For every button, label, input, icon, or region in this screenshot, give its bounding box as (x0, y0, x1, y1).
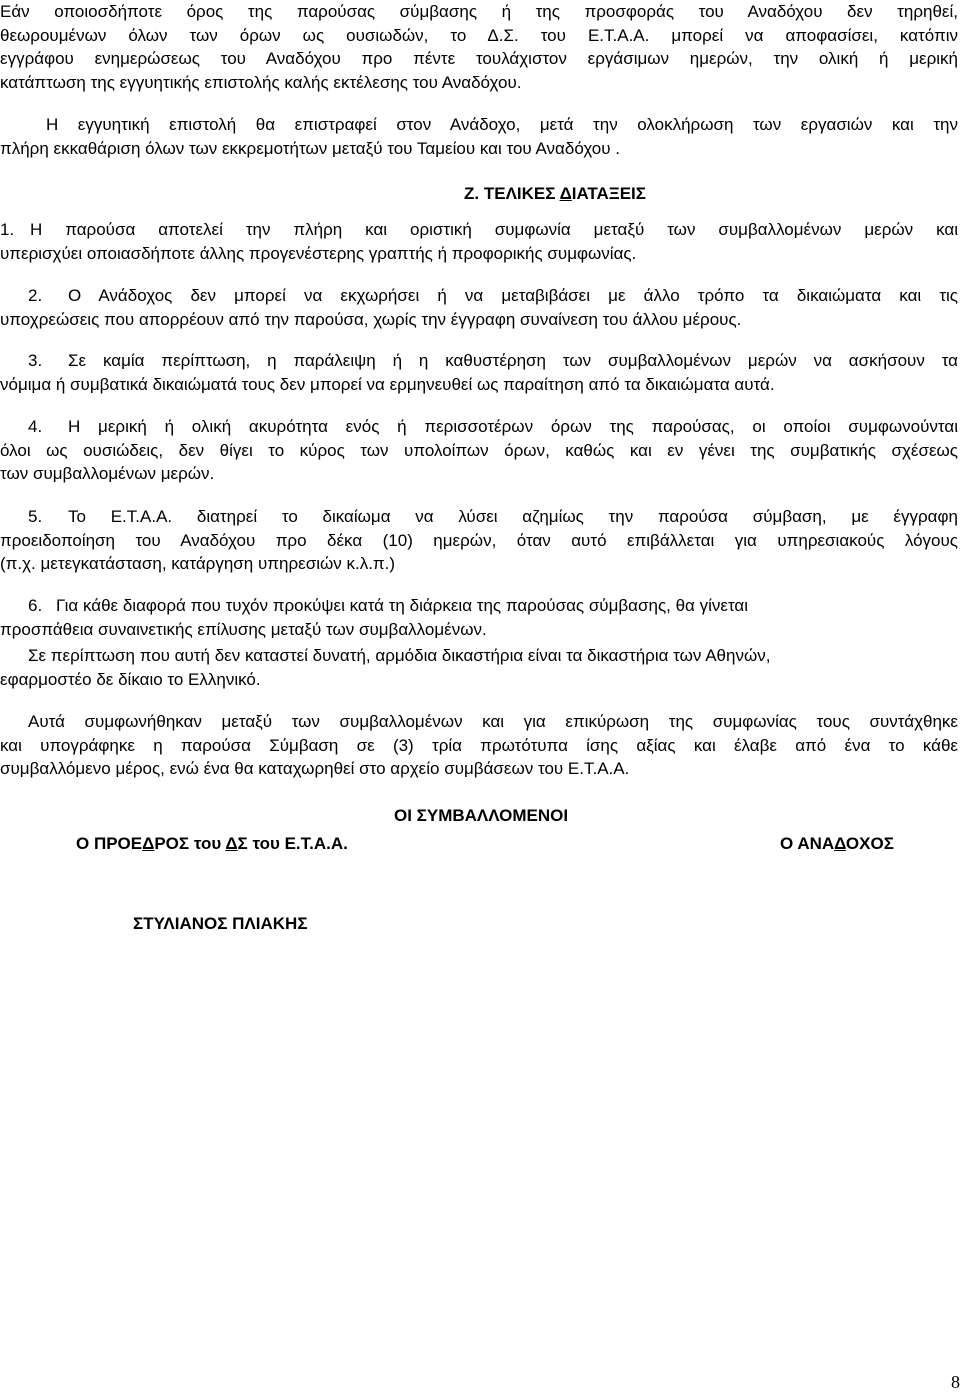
clause-5 (0, 505, 958, 576)
signature-left-name: ΣΤΥΛΙΑΝΟΣ ΠΛΙΑΚΗΣ (133, 914, 308, 933)
text-line: των συμβαλλομένων μερών. (0, 464, 215, 483)
text-line (0, 415, 958, 439)
text-line (0, 349, 958, 373)
clause-number: 4. (28, 417, 43, 436)
text-line: υπερισχύει οποιασδήποτε άλλης προγενέστερης γραπτής ή προφορικής συμφωνίας. (0, 243, 637, 263)
signatures-header: ΟΙ ΣΥΜΒΑΛΛΟΜΕΝΟΙ (394, 806, 569, 825)
signature-text-underlined: Δ (834, 834, 846, 853)
signature-right-title (780, 834, 894, 854)
page-number: 8 (951, 1372, 960, 1392)
clause-text: Η παρούσα αποτελεί την πλήρη και οριστική συμφωνία μεταξύ των συμβαλλομένων μερών και (30, 220, 958, 239)
paragraph-closing (0, 710, 958, 781)
clause-text: Το Ε.Τ.Α.Α. διατηρεί το δικαίωμα να λύσει αζημίως την παρούσα σύμβαση, με έγγραφη (68, 507, 958, 526)
clause-text: Σε καμία περίπτωση, η παράλειψη ή η καθυστέρηση των συμβαλλομένων μερών να ασκήσουν τα (68, 351, 958, 370)
text-line: υποχρεώσεις που απορρέουν από την παρούσα, χωρίς την έγγραφη συναίνεση του άλλου μέρους. (0, 309, 742, 329)
text-line: κατάπτωση της εγγυητικής επιστολής καλής εκτέλεσης του Αναδόχου. (0, 72, 522, 92)
clause-1 (0, 218, 958, 265)
text-line (0, 218, 958, 242)
clause-6 (0, 594, 958, 641)
clause-3 (0, 349, 958, 396)
text-line: προειδοποίηση του Αναδόχου προ δέκα (10) ημερών, όταν αυτό επιβάλλεται για υπηρεσιακούς λόγους (0, 530, 958, 550)
clause-number: 5. (28, 507, 43, 526)
text-line: θεωρουμένων όλων των όρων ως ουσιωδών, το Δ.Σ. του Ε.Τ.Α.Α. μπορεί να αποφασίσει, κατόπιν (0, 25, 958, 45)
text-line: Σε περίπτωση που αυτή δεν καταστεί δυνατή, αρμόδια δικαστήρια είναι τα δικαστήρια των Αθηνών, (28, 646, 771, 665)
text-line: συμβαλλόμενο μέρος, ενώ ένα θα καταχωρηθεί στο αρχείο συμβάσεων του Ε.Τ.Α.Α. (0, 759, 630, 778)
signature-text-underlined: Δ (142, 834, 155, 853)
text-line: Η εγγυητική επιστολή θα επιστραφεί στον Ανάδοχο, μετά την ολοκλήρωση των εργασιών και την (46, 115, 958, 134)
section-heading (0, 184, 960, 204)
section-letter: Ζ. (464, 184, 480, 203)
text-line: πλήρη εκκαθάριση όλων των εκκρεμοτήτων μεταξύ του Ταμείου και του Αναδόχου . (0, 138, 620, 158)
signature-text: ΟΧΟΣ (845, 834, 894, 853)
signature-text: Ο ΠΡΟΕ (76, 834, 143, 853)
paragraph-jurisdiction (0, 644, 958, 691)
section-title-part: ΙΑΤΑΞΕΙΣ (571, 184, 646, 203)
text-line: νόμιμα ή συμβατικά δικαιώματά τους δεν μπορεί να ερμηνευθεί ως παραίτηση από τα δικαιώματα αυτά. (0, 374, 775, 394)
text-line: (π.χ. μετεγκατάσταση, κατάργηση υπηρεσιών κ.λ.π.) (0, 554, 396, 573)
clause-4 (0, 415, 958, 486)
section-title-underlined: Δ (559, 184, 572, 203)
clause-number: 3. (28, 351, 43, 370)
signature-text: Σ του Ε.Τ.Α.Α. (237, 834, 348, 853)
paragraph-guarantee-forfeiture (0, 0, 958, 94)
text-line (0, 284, 958, 308)
clause-text: Για κάθε διαφορά που τυχόν προκύψει κατά τη διάρκεια της παρούσας σύμβασης, θα γίνεται (56, 596, 749, 615)
text-line: όλοι ως ουσιώδεις, δεν θίγει το κύρος των υπολοίπων όρων, καθώς και εν γένει της συμβατικής σχέσεως (0, 440, 958, 460)
clause-2 (0, 284, 958, 331)
signature-text: Ο ΑΝΑ (780, 834, 835, 853)
text-line: Αυτά συμφωνήθηκαν μεταξύ των συμβαλλομένων και για επικύρωση της συμφωνίας τους συντάχθηκε (28, 712, 958, 731)
clause-text: Η μερική ή ολική ακυρότητα ενός ή περισσοτέρων όρων της παρούσας, οι οποίοι συμφωνούνται (68, 417, 958, 436)
clause-number: 2. (28, 286, 43, 305)
text-line: εγγράφου ενημερώσεως του Αναδόχου προ πέντε τουλάχιστον εργάσιμων ημερών, την ολική ή μερική (0, 49, 958, 68)
clause-number: 6. (28, 596, 43, 615)
text-line: εφαρμοστέο δε δίκαιο το Ελληνικό. (0, 669, 261, 689)
text-line (0, 594, 958, 618)
clause-text: Ο Ανάδοχος δεν μπορεί να εκχωρήσει ή να μεταβιβάσει με άλλο τρόπο τα δικαιώματα και τις (68, 286, 958, 305)
signature-text-underlined: Δ (225, 834, 238, 853)
signature-left-title (76, 834, 348, 854)
text-line (0, 505, 958, 529)
clause-number: 1. (0, 220, 15, 239)
paragraph-guarantee-return (0, 113, 958, 160)
text-line: Εάν οποιοσδήποτε όρος της παρούσας σύμβασης ή της προσφοράς του Αναδόχου δεν τηρηθεί, (0, 2, 958, 21)
text-line: και υπογράφηκε η παρούσα Σύμβαση σε (3) τρία πρωτότυπα ίσης αξίας και έλαβε από ένα το κάθε (0, 735, 958, 755)
text-line: προσπάθεια συναινετικής επίλυσης μεταξύ των συμβαλλομένων. (0, 619, 487, 639)
signature-text: ΡΟΣ του (154, 834, 226, 853)
section-title-part: ΤΕΛΙΚΕΣ (483, 184, 560, 203)
